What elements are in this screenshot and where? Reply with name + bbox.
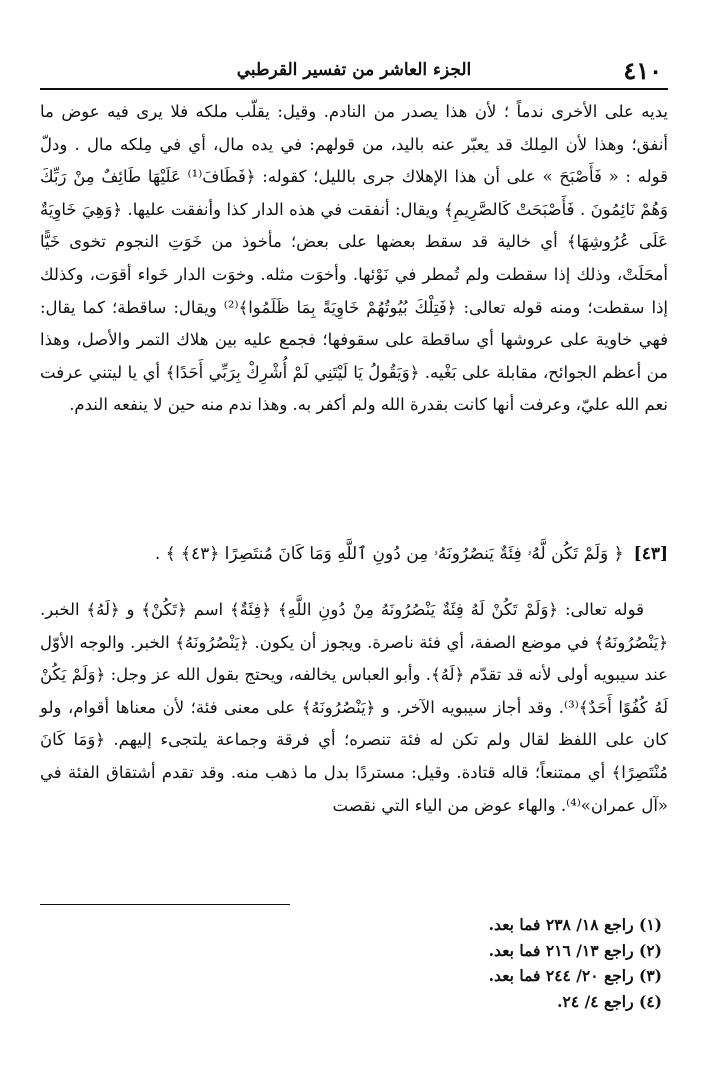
running-title: الجزء العاشر من تفسير القرطبي — [236, 60, 472, 80]
footnotes — [40, 912, 668, 1014]
verse-text: ﴿ وَلَمْ تَكُن لَّهُۥ فِئَةٌ يَنصُرُونَهُۥ مِن دُونِ ٱللَّهِ وَمَا كَانَ مُنتَصِرًا ﴿٤٣﴾ ﴾ . — [154, 544, 624, 564]
paragraph: قوله تعالى: ﴿وَلَمْ تَكُنْ لَهُ فِئَةٌ يَنْصُرُونَهُ مِنْ دُونِ اللَّهِ﴾ ﴿فِئَةٌ﴾ اسم ﴿تَكُنْ﴾ و ﴿لَهُ﴾ الخبر. ﴿يَنْصُرُونَهُ﴾ في موضع الصفة، أي فئة ناصرة. ويجوز أن يكون. ﴿يَنْصُرُونَهُ﴾ الخبر. والوجه الأوّل عند سيبويه أولى لأنه قد تقدّم ﴿لَهُ﴾. وأبو العباس يخالفه، ويحتج بقول الله عز وجل: ﴿وَلَمْ يَكُنْ لَهُ كُفُوًا أَحَدٌ﴾⁽³⁾. وقد أجاز سيبويه الآخر. و ﴿يَنْصُرُونَهُ﴾ على معنى فئة؛ لأن معناها أقوام، ولو كان على اللفظ لقال ولم تكن له فئة تنصره؛ أي فرقة وجماعة يلتجىء إليهم. ﴿وَمَا كَانَ مُنْتَصِرًا﴾ أي ممتنعاً؛ قاله قتادة. وقيل: مستردًا بدل ما ذهب منه. وقد تقدم أشتقاق الفئة في «آل عمران»⁽⁴⁾. والهاء عوض من الياء التي نقصت — [40, 600, 668, 815]
footnote-item: (١) راجع ١٨/ ٢٣٨ فما بعد. — [488, 915, 662, 934]
page-number: ٤١٠ — [623, 56, 662, 85]
paragraph: يديه على الأخرى ندماً ؛ لأن هذا يصدر من النادم. وقيل: يقلّب ملكه فلا يرى فيه عوض ما أنفق؛ وهذا لأن المِلك قد يعبّر عنه باليد، من قولهم: في يده مال، أي في مِلكه مال . ودلّ قوله : « فَأَصْبَحَ » على أن هذا الإهلاك جرى بالليل؛ كقوله: ﴿فَطَافَ⁽¹⁾ عَلَيْهَا طَائِفٌ مِنْ رَبِّكَ وَهُمْ نَائِمُونَ . فَأَصْبَحَتْ كَالصَّرِيمِ﴾ ويقال: أنفقت في هذه الدار كذا وأنفقت عليها. ﴿وَهِيَ خَاوِيَةٌ عَلَى عُرُوشِهَا﴾ أي خالية قد سقط بعضها على بعض؛ مأخوذ من خَوَتِ النجوم تخوى خَيًّا أمحَلَتْ، وذلك إذا سقطت ولم تُمطر في نَوْئها. وأخوَت مثله. وخوَت الدار خَواء أقوَت، وكذلك إذا سقطت؛ ومنه قوله تعالى: ﴿فَتِلْكَ بُيُوتُهُمْ خَاوِيَةً بِمَا ظَلَمُوا﴾⁽²⁾ ويقال: ساقطة؛ كما يقال: فهي خاوية على عروشها أي ساقطة على سقوفها؛ فجمع عليه بين هلاك التمر والأصل، وهذا من أعظم الجوائح، مقابلة على بَغْيه. ﴿وَيَقُولُ يَا لَيْتَنِي لَمْ أُشْرِكْ بِرَبِّي أَحَدًا﴾ أي يا ليتني عرفت نعم الله عليّ، وعرفت أنها كانت بقدرة الله ولم أكفر به. وهذا ندم منه حين لا ينفعه الندم. — [40, 102, 669, 415]
header-rule — [40, 88, 668, 90]
footnote-item: (٤) راجع ٤/ ٢٤. — [557, 991, 662, 1011]
commentary-block-1 — [40, 96, 668, 422]
verse-number: [٤٣] — [633, 544, 668, 564]
commentary-block-2 — [40, 594, 668, 822]
footnote-item: (٢) راجع ١٣/ ٢١٦ فما بعد. — [488, 940, 662, 960]
verse-line — [40, 538, 668, 570]
page-header — [40, 52, 668, 88]
footnote-item: (٣) راجع ٢٠/ ٢٤٤ فما بعد. — [488, 966, 662, 985]
footnote-rule — [40, 904, 290, 905]
